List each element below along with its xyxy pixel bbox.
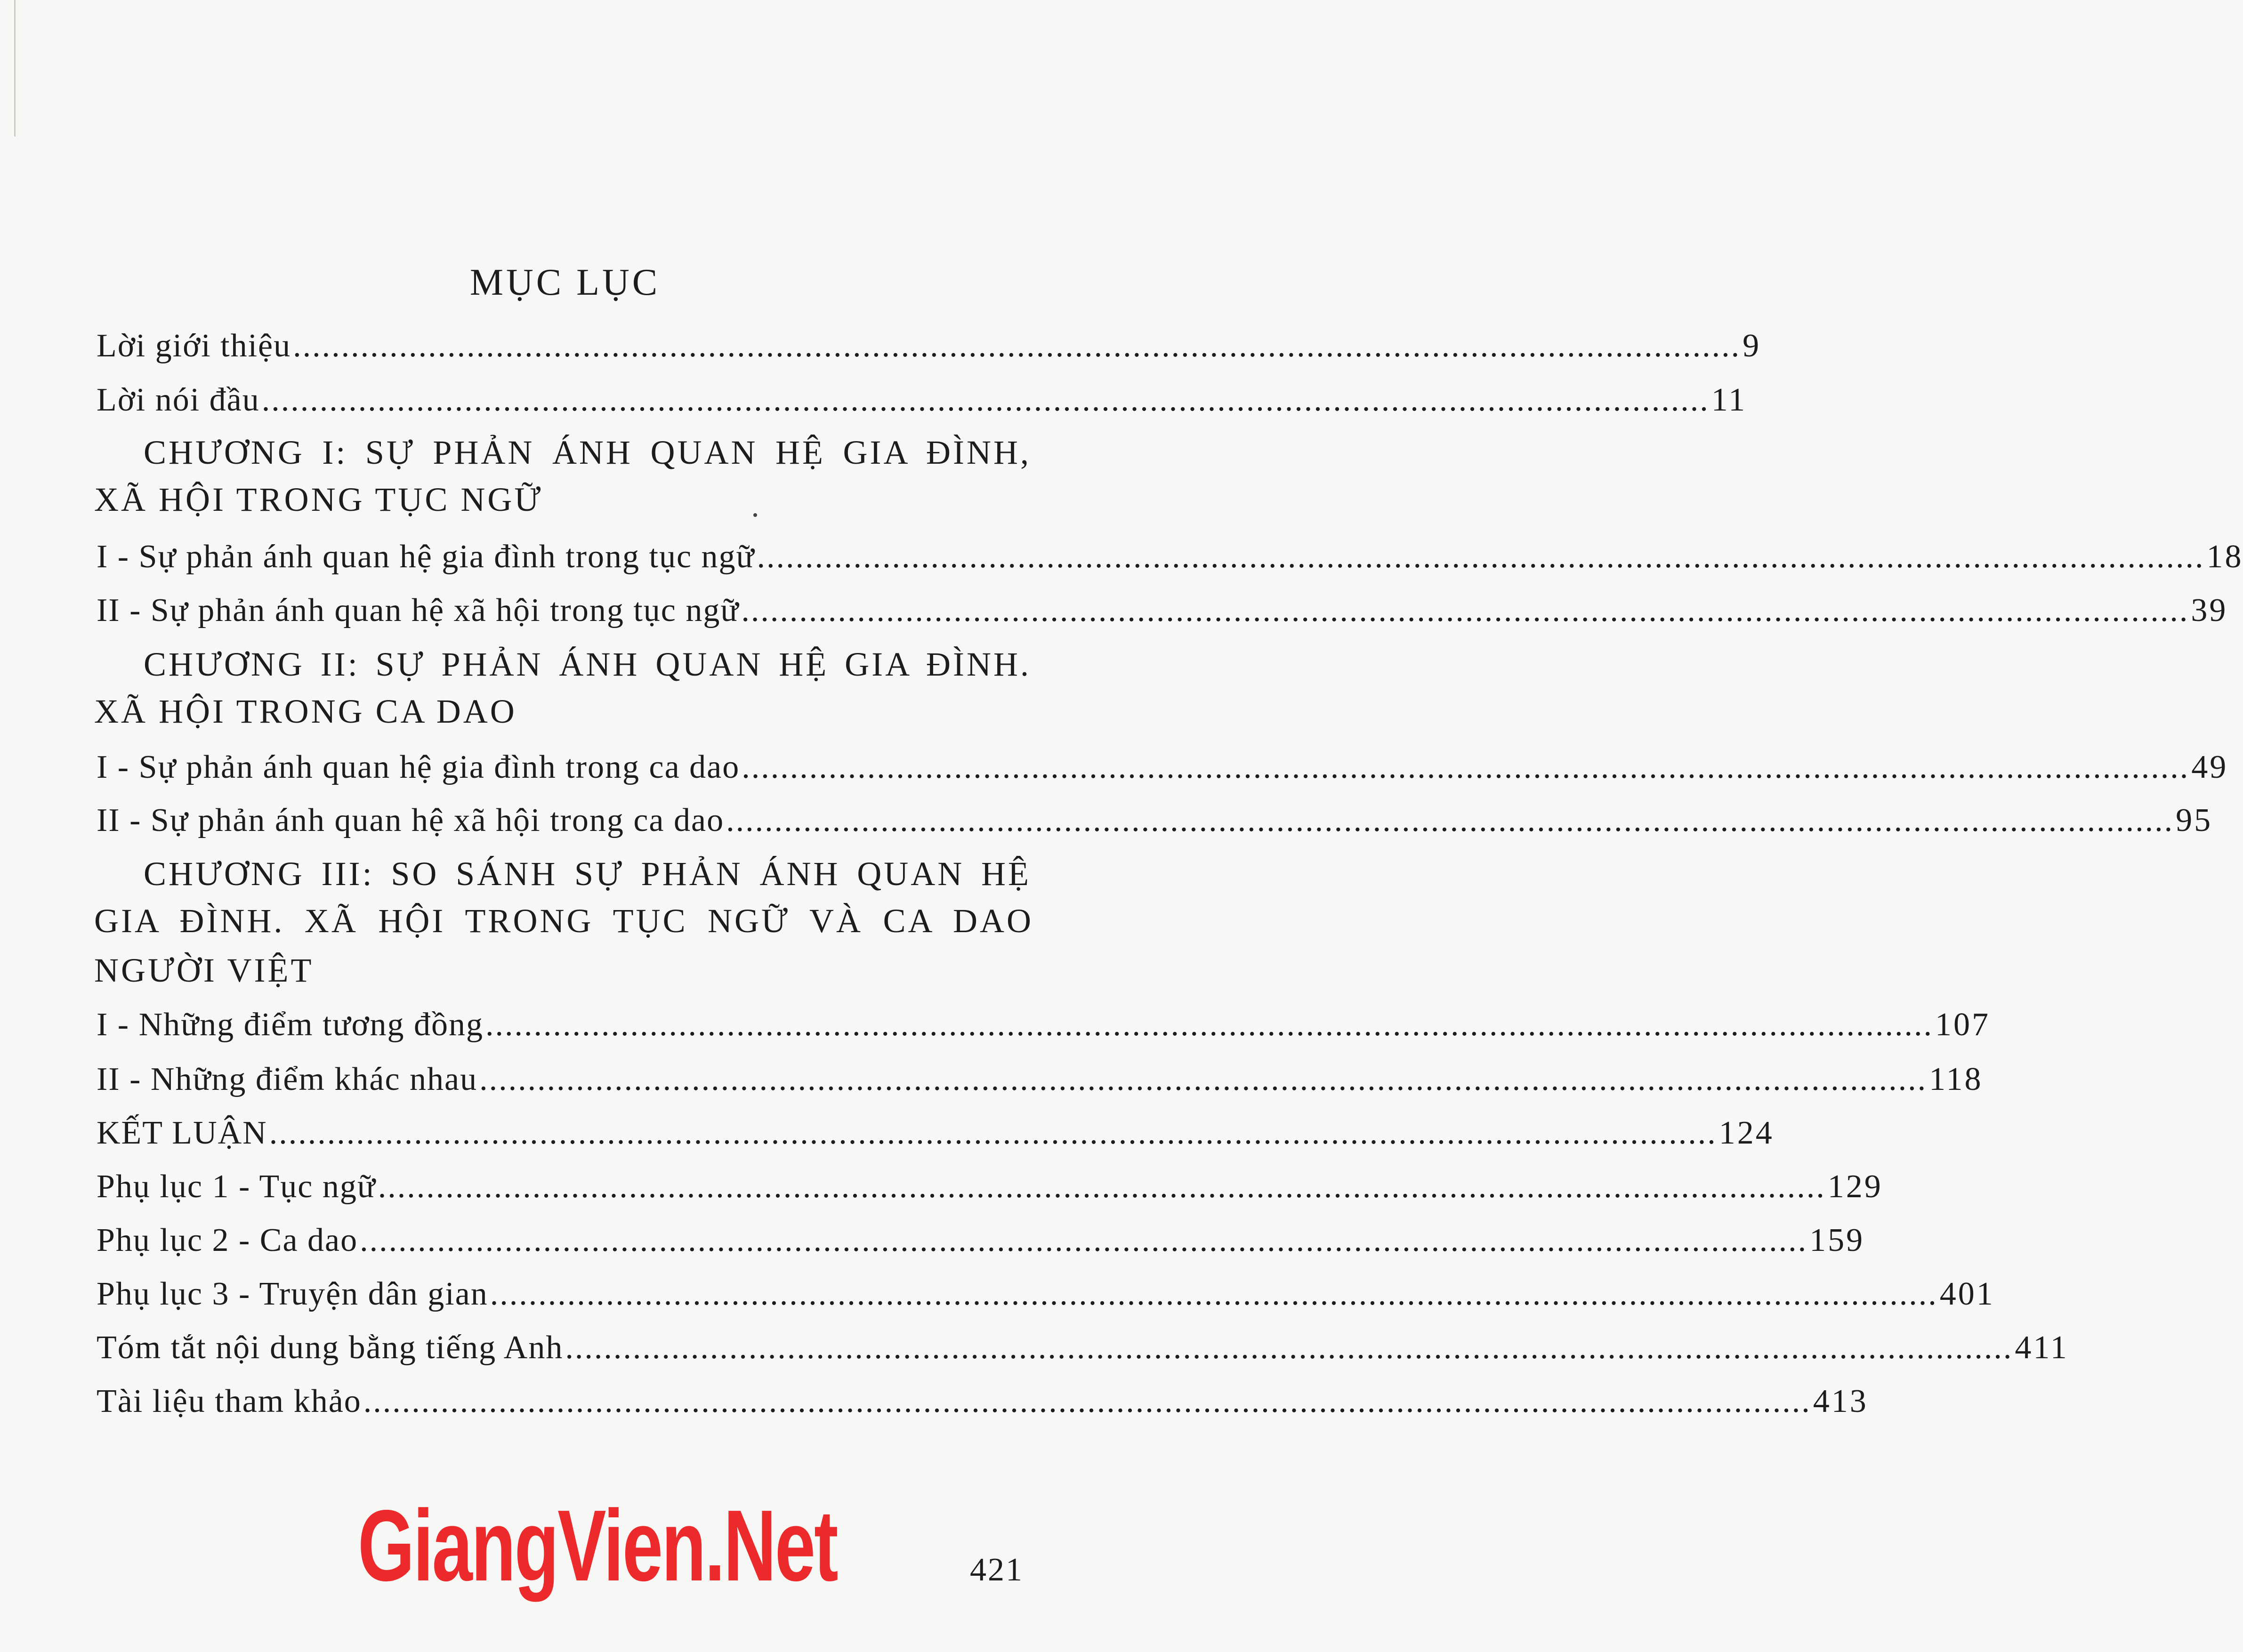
toc-entry-phu-luc-3[interactable] [97, 1276, 1995, 1312]
toc-entry-label: Lời giới thiệu [97, 328, 291, 364]
toc-leader-dots: ...................................................................................................................................................... [261, 382, 1710, 418]
toc-leader-dots: ...................................................................................................................................................... [293, 328, 1741, 364]
toc-leader-dots: ...................................................................................................................................................... [565, 1330, 2013, 1366]
chapter-heading-line: CHƯƠNG I: SỰ PHẢN ÁNH QUAN HỆ GIA ĐÌNH, [144, 434, 1031, 471]
toc-leader-dots: ...................................................................................................................................................... [742, 749, 2190, 785]
toc-leader-dots: ...................................................................................................................................................... [360, 1222, 1808, 1258]
toc-entry-page: 39 [2191, 592, 2228, 629]
toc-entry-label: KẾT LUẬN [97, 1115, 267, 1151]
toc-title: MỤC LỤC [469, 262, 661, 303]
toc-entry-chapter1-section2[interactable] [97, 592, 2228, 629]
toc-entry-page: 401 [1939, 1276, 1995, 1312]
toc-entry-label: Tài liệu tham khảo [97, 1383, 362, 1419]
toc-entry-phu-luc-1[interactable] [97, 1168, 1883, 1205]
toc-entry-label: II - Sự phản ánh quan hệ xã hội trong ca dao [97, 802, 725, 838]
toc-leader-dots: ...................................................................................................................................................... [490, 1276, 1938, 1312]
toc-entry-page: 413 [1813, 1383, 1868, 1419]
toc-leader-dots: ...................................................................................................................................................... [479, 1061, 1928, 1097]
toc-entry-tai-lieu[interactable] [97, 1383, 1868, 1419]
toc-entry-label: II - Những điểm khác nhau [97, 1061, 478, 1097]
toc-leader-dots: ...................................................................................................................................................... [741, 592, 2189, 629]
toc-entry-label: I - Sự phản ánh quan hệ gia đình trong ca dao [97, 749, 740, 785]
chapter-heading-line: XÃ HỘI TRONG TỤC NGỮ [94, 481, 543, 518]
toc-leader-dots: ...................................................................................................................................................... [363, 1383, 1811, 1419]
toc-entry-tom-tat[interactable] [97, 1330, 2069, 1366]
toc-leader-dots: ...................................................................................................................................................... [485, 1007, 1933, 1043]
watermark-logo: GiangVien.Net [358, 1489, 837, 1602]
toc-entry-label: Phụ lục 2 - Ca dao [97, 1222, 358, 1258]
toc-entry-page: 411 [2015, 1330, 2069, 1366]
toc-entry-label: II - Sự phản ánh quan hệ xã hội trong tục ngữ [97, 592, 740, 629]
toc-entry-loi-gioi-thieu[interactable] [97, 328, 1761, 364]
chapter-heading-line: CHƯƠNG III: SO SÁNH SỰ PHẢN ÁNH QUAN HỆ [144, 855, 1031, 893]
chapter-heading-line: CHƯƠNG II: SỰ PHẢN ÁNH QUAN HỆ GIA ĐÌNH. [144, 645, 1031, 683]
toc-entry-label: I - Những điểm tương đồng [97, 1007, 484, 1043]
chapter-heading-line: XÃ HỘI TRONG CA DAO [94, 693, 517, 730]
chapter-heading-line: GIA ĐÌNH. XÃ HỘI TRONG TỤC NGỮ VÀ CA DAO [94, 902, 1033, 940]
toc-entry-chapter2-section2[interactable] [97, 802, 2213, 838]
toc-entry-phu-luc-2[interactable] [97, 1222, 1865, 1258]
toc-entry-label: Phụ lục 1 - Tục ngữ [97, 1168, 376, 1205]
toc-entry-page: 107 [1935, 1007, 1990, 1043]
toc-entry-page: 9 [1743, 328, 1761, 364]
scan-edge-mark [14, 0, 16, 137]
toc-entry-page: 49 [2191, 749, 2228, 785]
toc-entry-page: 159 [1809, 1222, 1865, 1258]
toc-entry-chapter2-section1[interactable] [97, 749, 2228, 785]
toc-leader-dots: ...................................................................................................................................................... [378, 1168, 1826, 1205]
toc-entry-loi-noi-dau[interactable] [97, 382, 1747, 418]
toc-leader-dots: ...................................................................................................................................................... [726, 802, 2174, 838]
toc-leader-dots: ...................................................................................................................................................... [757, 539, 2205, 575]
toc-entry-label: Tóm tắt nội dung bằng tiếng Anh [97, 1330, 564, 1366]
toc-entry-page: 118 [1929, 1061, 1983, 1097]
toc-entry-page: 124 [1719, 1115, 1774, 1151]
toc-leader-dots: ...................................................................................................................................................... [269, 1115, 1717, 1151]
toc-entry-chapter3-section1[interactable] [97, 1007, 1990, 1043]
toc-entry-label: I - Sự phản ánh quan hệ gia đình trong tục ngữ [97, 539, 755, 575]
toc-entry-label: Phụ lục 3 - Truyện dân gian [97, 1276, 488, 1312]
print-speck [753, 513, 757, 517]
toc-entry-chapter1-section1[interactable] [97, 539, 2243, 575]
toc-entry-ket-luan[interactable] [97, 1115, 1774, 1151]
chapter-heading-line: NGƯỜI VIỆT [94, 951, 314, 989]
toc-entry-page: 95 [2176, 802, 2213, 838]
toc-entry-page: 18 [2206, 539, 2243, 575]
toc-entry-label: Lời nói đầu [97, 382, 260, 418]
toc-entry-page: 129 [1827, 1168, 1883, 1205]
toc-entry-chapter3-section2[interactable] [97, 1061, 1983, 1097]
page-number: 421 [970, 1552, 1024, 1588]
toc-entry-page: 11 [1711, 382, 1747, 418]
